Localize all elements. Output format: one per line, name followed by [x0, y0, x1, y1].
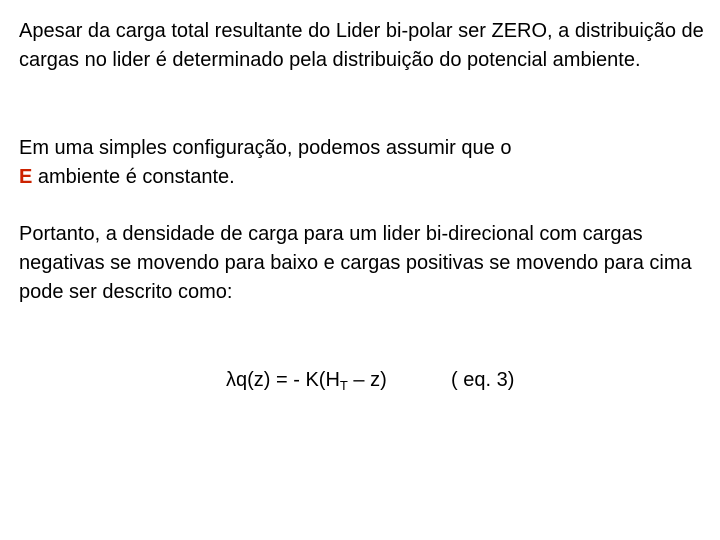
equation-rhs: – z): [347, 369, 387, 391]
paragraph-charge-density: Portanto, a densidade de carga para um lider bi-direcional com cargas negativas se movendo para baixo e cargas positivas se movendo para cima pode ser descrito como:: [19, 223, 692, 303]
electric-field-symbol: E: [19, 166, 33, 188]
paragraph-configuration-prefix: Em uma simples configuração, podemos assumir que o: [19, 137, 512, 159]
charge-density-equation: [226, 366, 387, 395]
paragraph-intro: Apesar da carga total resultante do Lider bi-polar ser ZERO, a distribuição de cargas no lider é determinado pela distribuição do potencial ambiente.: [19, 20, 704, 71]
equation-number: ( eq. 3): [451, 369, 515, 391]
paragraph-configuration-suffix: ambiente é constante.: [32, 166, 235, 188]
equation-subscript: T: [339, 378, 348, 393]
equation-lhs: λq(z) = - K(H: [226, 369, 340, 391]
paragraph-configuration: [19, 134, 709, 192]
